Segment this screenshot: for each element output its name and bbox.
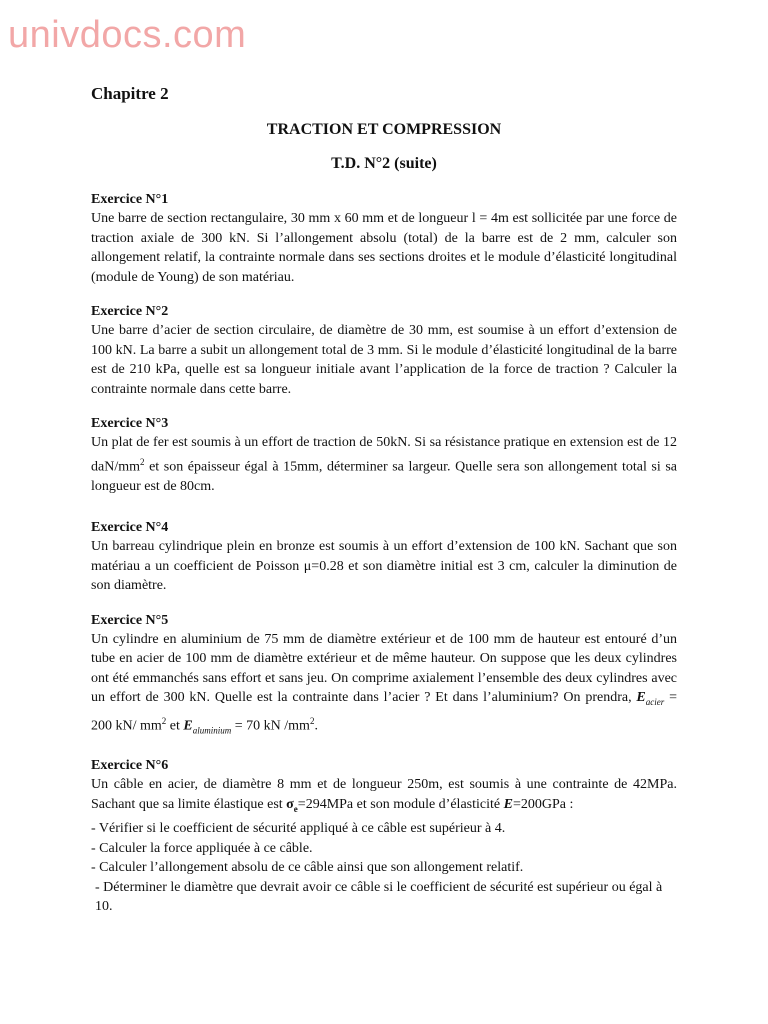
list-item: - Calculer l’allongement absolu de ce câble ainsi que son allongement relatif.	[91, 860, 524, 876]
exercise-heading: Exercice N°4	[91, 520, 169, 536]
exercise-heading: Exercice N°3	[91, 416, 169, 431]
superscript: 2	[309, 716, 315, 727]
exercise-5	[91, 611, 677, 742]
exercise-heading: Exercice N°5	[91, 612, 169, 628]
exercise-text	[91, 433, 677, 496]
task-list	[91, 819, 677, 917]
subscript: e	[293, 803, 298, 814]
superscript: 2	[140, 456, 145, 467]
exercise-1	[91, 190, 677, 287]
subscript: acier	[645, 696, 665, 707]
text-part: =294MPa et son module d’élasticité	[297, 796, 504, 812]
list-item: - Vérifier si le coefficient de sécurité appliqué à ce câble est supérieur à 4.	[91, 821, 506, 837]
exercise-text: Un barreau cylindrique plein en bronze est soumis à un effort d’extension de 100 kN. Sachant que son matériau a un coefficient de Poisson μ=0.28 et son diamètre initial est 3 cm, calculer la diminution de son diamètre.	[91, 539, 677, 594]
list-item: - Calculer la force appliquée à ce câble.	[91, 840, 313, 856]
list-item: - Déterminer le diamètre que devrait avoir ce câble si le coefficient de sécurité est supérieur ou égal à 10.	[95, 879, 663, 915]
superscript: 2	[161, 716, 167, 727]
value: = 70 kN /mm	[231, 719, 310, 735]
page-subtitle: T.D. N°2 (suite)	[331, 155, 437, 172]
subscript: aluminium	[192, 725, 232, 736]
exercise-6	[91, 756, 677, 916]
exercise-heading: Exercice N°6	[91, 758, 169, 774]
exercise-4	[91, 518, 677, 596]
text-part: Un câble en acier, de diamètre 8 mm et de longueur 250m, est soumis à une contrainte de 42MPa. Sachant que sa limite élastique est	[91, 777, 677, 812]
exercise-heading: Exercice N°1	[91, 192, 169, 207]
chapter-label: Chapitre 2	[91, 84, 169, 103]
exercise-text: Une barre de section rectangulaire, 30 mm x 60 mm et de longueur l = 4m est sollicitée par une force de traction axiale de 300 kN. Si l’allongement absolu (total) de la barre est de 2 mm, calculer son allongement relatif, la contrainte normale dans ses sections droites et le module d’élasticité longitudinal (module de Young) de son matériau.	[91, 211, 677, 285]
exercise-text	[91, 630, 677, 742]
value: = 200 kN/ mm	[91, 690, 677, 735]
exercise-heading: Exercice N°2	[91, 304, 169, 319]
symbol-e: E	[636, 690, 646, 706]
text-part: Un plat de fer est soumis à un effort de traction de 50kN. Si sa résistance pratique en extension est de 12 daN/mm	[91, 435, 677, 475]
symbol-sigma: σ	[286, 796, 294, 812]
text-part: .	[314, 719, 318, 735]
text-part: et son épaisseur égal à 15mm, déterminer sa largeur. Quelle sera son allongement total si sa longueur est de 80cm.	[91, 459, 677, 494]
document-page	[91, 84, 677, 932]
text-part: =200GPa :	[512, 796, 574, 812]
symbol-e: E	[503, 796, 513, 812]
exercise-text	[91, 775, 677, 819]
exercise-2	[91, 302, 677, 399]
text-part: et	[166, 719, 184, 735]
text-part: Un cylindre en aluminium de 75 mm de diamètre extérieur et de 100 mm de hauteur est entouré d’un tube en acier de 100 mm de diamètre extérieur et de même hauteur. On suppose que les deux cylindres ont été emmanchés sans effort et sans jeu. On comprime axialement l’ensemble des deux cylindres avec un effort de 300 kN. Quelle est la contrainte dans l’acier ? Et dans l’aluminium? On prendra,	[91, 631, 677, 706]
exercise-text: Une barre d’acier de section circulaire, de diamètre de 30 mm, est soumise à un effort d’extension de 100 kN. La barre a subit un allongement total de 3 mm. Si le module d’élasticité longitudinal de la barre est de 210 kPa, quelle est sa longueur initiale avant l’application de la force de traction ? Calculer la contrainte normale dans cette barre.	[91, 323, 677, 397]
page-title: TRACTION ET COMPRESSION	[266, 121, 502, 138]
exercise-3	[91, 414, 677, 496]
symbol-e: E	[183, 719, 193, 735]
watermark: univdocs.com	[8, 14, 247, 56]
